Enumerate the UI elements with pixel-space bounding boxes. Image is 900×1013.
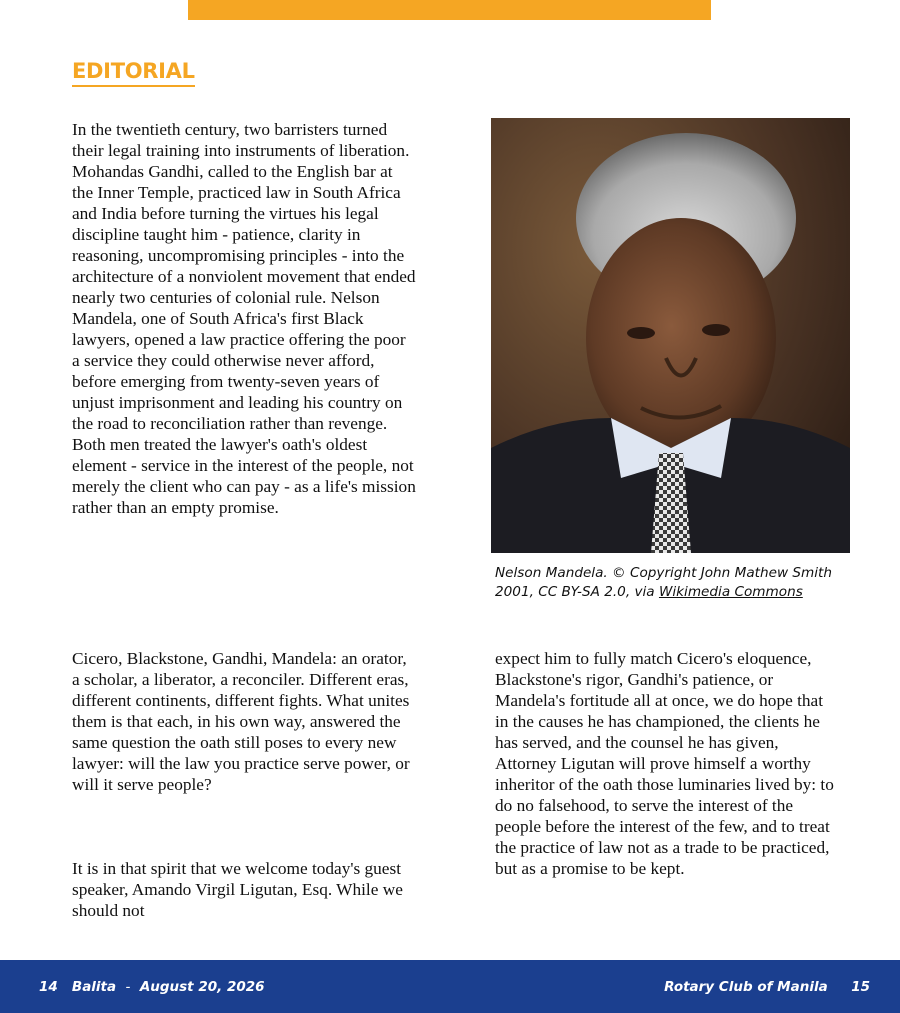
article-paragraph-4: expect him to fully match Cicero's eloquence, Blackstone's rigor, Gandhi's patience, or Mandela's fortitude all at once, we do hope that in the causes he has championed, the clients he has served, and the counsel he has given, Attorney Ligutan will prove himself a worthy inheritor of the oath those luminaries lived by: to do no falsehood, to serve the interest of the people before the interest of the few, and to treat the practice of law not as a trade to be practiced, but as a promise to be kept. xyxy=(495,649,834,878)
publication-name: Balita xyxy=(71,979,117,995)
article-paragraph-1: In the twentieth century, two barristers turned their legal training into instruments of liberation. Mohandas Gandhi, called to the English bar at the Inner Temple, practiced law in South Africa and India before turning the virtues his legal discipline taught him - patience, clarity in reasoning, uncompromising principles - into the architecture of a nonviolent movement that ended nearly two centuries of colonial rule. Nelson Mandela, one of South Africa's first Black lawyers, opened a law practice offering the poor a service they could otherwise never afford, before emerging from twenty-seven years of unjust imprisonment and leading his country on the road to reconciliation rather than revenge. Both men treated the lawyer's oath's oldest element - service in the interest of the people, not merely the client who can pay - as a life's mission rather than an empty promise. xyxy=(72,120,416,517)
article-paragraph-3: It is in that spirit that we welcome today's guest speaker, Amando Virgil Ligutan, Esq. While we should not xyxy=(72,859,403,920)
portrait-photo xyxy=(491,118,850,553)
section-title: EDITORIAL xyxy=(72,58,195,87)
photo-caption xyxy=(495,564,865,602)
footer-right xyxy=(664,979,870,995)
issue-date: August 20, 2026 xyxy=(139,979,265,995)
right-page-number: 15 xyxy=(851,979,870,995)
left-page-number: 14 xyxy=(39,979,58,995)
caption-source-link[interactable]: Wikimedia Commons xyxy=(658,584,803,600)
portrait-illustration xyxy=(491,118,850,553)
organization-name: Rotary Club of Manila xyxy=(664,979,828,995)
top-accent-bar xyxy=(188,0,711,20)
article-paragraph-2: Cicero, Blackstone, Gandhi, Mandela: an orator, a scholar, a liberator, a reconciler. Different eras, different continents, different fights. What unites them is that each, in his own way, answered the same question the oath still poses to every new lawyer: will the law you practice serve power, or will it serve people? xyxy=(72,649,410,794)
page-footer xyxy=(0,960,900,1013)
footer-left xyxy=(39,979,265,995)
caption-text: Nelson Mandela. © Copyright John Mathew Smith 2001, CC BY-SA 2.0, via xyxy=(495,565,832,600)
footer-separator: - xyxy=(125,979,131,995)
